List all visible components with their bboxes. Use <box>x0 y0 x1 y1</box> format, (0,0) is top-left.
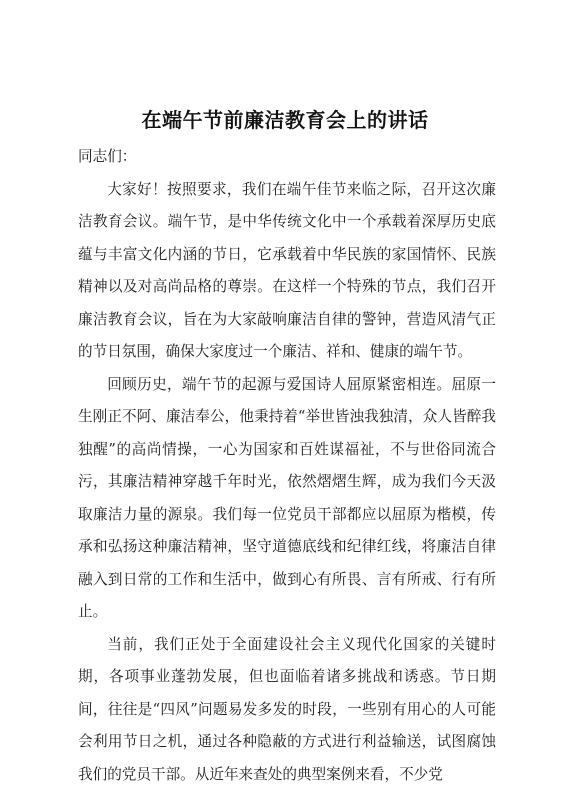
document-body <box>78 141 496 791</box>
paragraph-2: 回顾历史，端午节的起源与爱国诗人屈原紧密相连。屈原一生刚正不阿、廉洁奉公，他秉持着“举世皆浊我独清，众人皆醉我独醒”的高尚情操，一心为国家和百姓谋福祉，不与世俗同流合污，其廉洁精神穿越千年时光，依然熠熠生辉，成为我们今天汲取廉洁力量的源泉。我们每一位党员干部都应以屈原为楷模，传承和弘扬这种廉洁精神，坚守道德底线和纪律红线，将廉洁自律融入到日常的工作和生活中，做到心有所畏、言有所戒、行有所止。 <box>78 375 496 620</box>
salutation: 同志们： <box>78 148 137 165</box>
document-title: 在端午节前廉洁教育会上的讲话 <box>141 108 429 132</box>
paragraph-1: 大家好！按照要求，我们在端午佳节来临之际，召开这次廉洁教育会议。端午节，是中华传统文化中一个承载着深厚历史底蕴与丰富文化内涵的节日，它承载着中华民族的家国情怀、民族精神以及对高尚品格的尊崇。在这样一个特殊的节点，我们召开廉洁教育会议，旨在为大家敲响廉洁自律的警钟，营造风清气正的节日氛围，确保大家度过一个廉洁、祥和、健康的端午节。 <box>78 180 496 360</box>
paragraph-3: 当前，我们正处于全面建设社会主义现代化国家的关键时期，各项事业蓬勃发展，但也面临着诸多挑战和诱惑。节日期间，往往是“四风”问题易发多发的时段，一些别有用心的人可能会利用节日之机，通过各种隐蔽的方式进行利益输送，试图腐蚀我们的党员干部。从近年来查处的典型案例来看，不少党 <box>78 635 496 783</box>
